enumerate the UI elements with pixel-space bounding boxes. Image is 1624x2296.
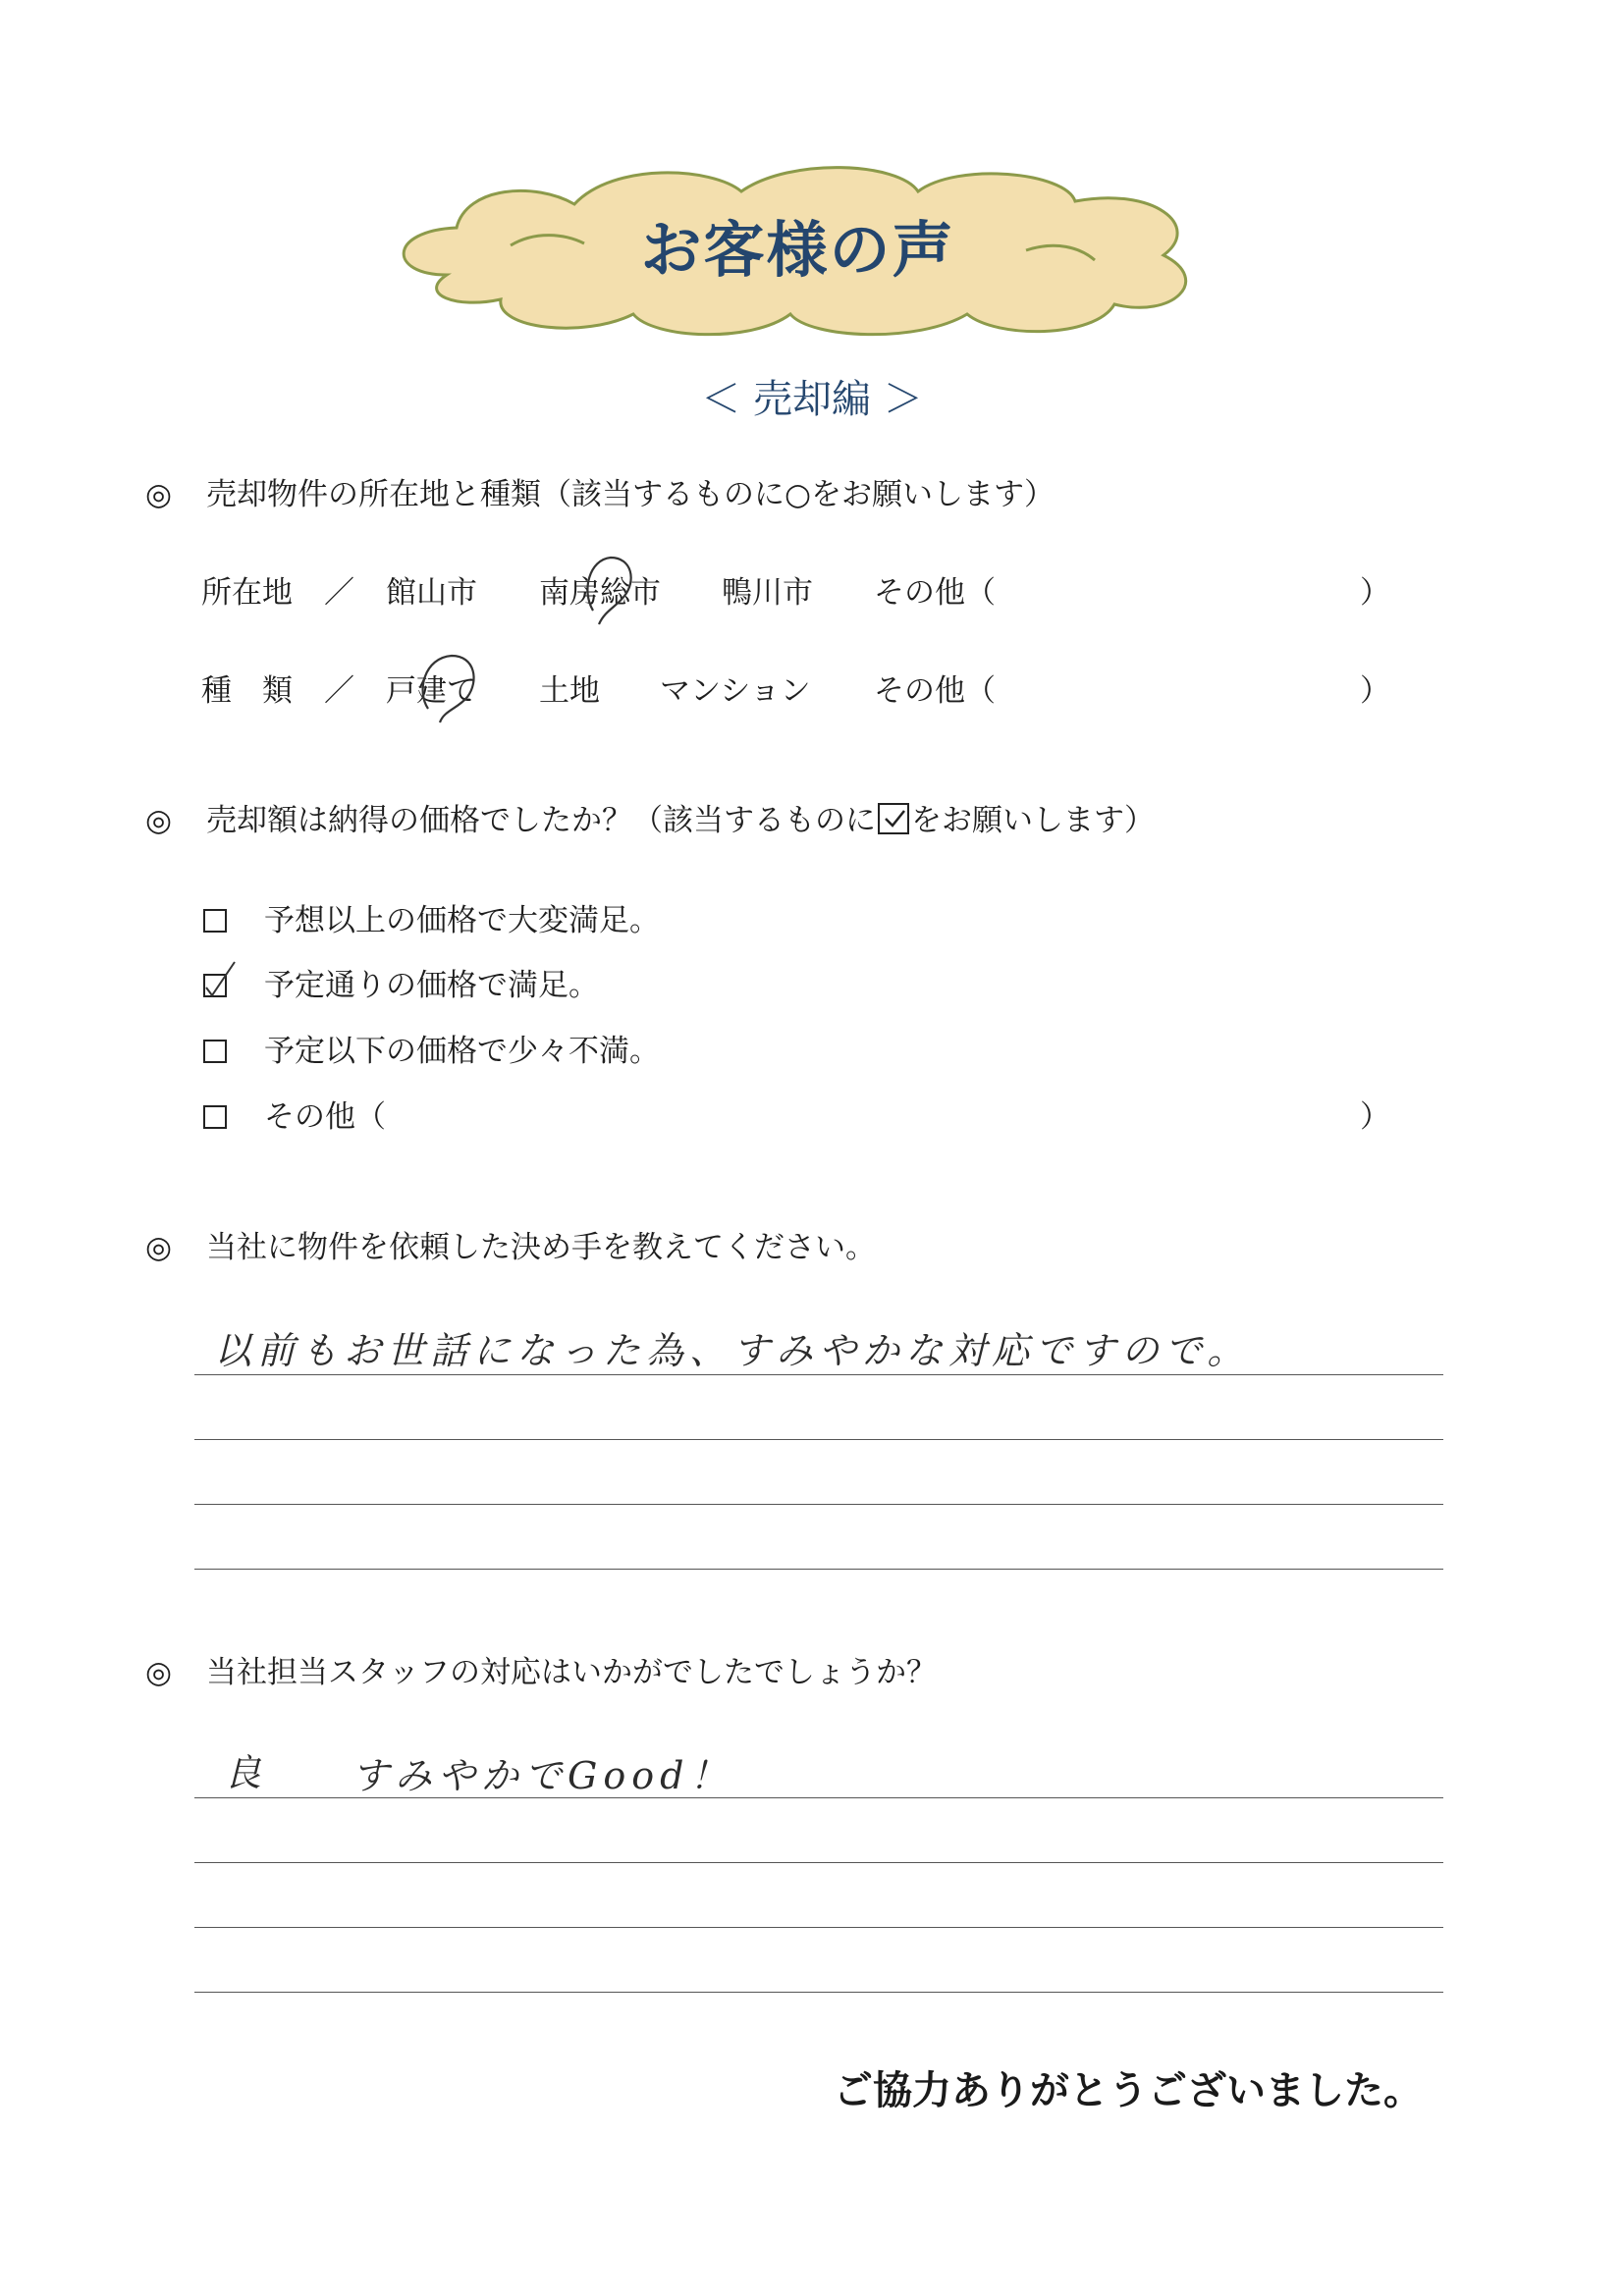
double-circle-icon: ◎	[145, 1230, 173, 1265]
price-option-4[interactable]	[203, 1092, 386, 1136]
type-option-house[interactable]: 戸建て	[386, 673, 477, 709]
price-option-3[interactable]	[203, 1026, 660, 1070]
question-3	[145, 1222, 876, 1266]
price-option-2-label: 予定通りの価格で満足。	[264, 968, 599, 1003]
checkbox[interactable]	[203, 1105, 227, 1129]
type-option-other[interactable]: その他（	[874, 673, 996, 709]
answer-line	[194, 1927, 1443, 1928]
location-option-minamiboso[interactable]: 南房総市	[539, 575, 661, 611]
thanks-message: ご協力ありがとうございました。	[834, 2068, 1423, 2113]
double-circle-icon: ◎	[145, 1655, 173, 1690]
handwritten-circle-mark	[414, 648, 483, 724]
answer-line	[194, 1797, 1443, 1798]
answer-3-handwriting: 以前もお世話になった為、すみやかな対応ですので。	[214, 1329, 1251, 1372]
question-2-text-before: 売却額は納得の価格でしたか？（該当するものに	[206, 803, 876, 838]
checkbox[interactable]	[203, 909, 227, 933]
answer-line	[194, 1862, 1443, 1863]
type-slash: ／	[324, 673, 354, 709]
type-option-land[interactable]: 土地	[539, 673, 600, 709]
price-other-close-paren: ）	[1360, 1099, 1390, 1135]
handwritten-circle-mark	[581, 552, 640, 628]
question-4	[145, 1647, 937, 1691]
question-3-text: 当社に物件を依頼した決め手を教えてください。	[206, 1230, 876, 1265]
checkbox-example-icon	[878, 803, 909, 834]
answer-line	[194, 1439, 1443, 1440]
answer-line	[194, 1504, 1443, 1505]
question-2-text-after: をお願いします）	[911, 803, 1155, 838]
double-circle-icon: ◎	[145, 477, 173, 512]
checkbox[interactable]	[203, 1040, 227, 1063]
type-label: 種 類	[201, 673, 293, 709]
answer-line	[194, 1374, 1443, 1375]
type-option-mansion[interactable]: マンション	[660, 673, 811, 709]
page-title: お客様の声	[640, 214, 955, 286]
answer-line	[194, 1569, 1443, 1570]
checkbox-checked[interactable]	[203, 974, 227, 997]
double-circle-icon: ◎	[145, 803, 173, 838]
location-label: 所在地	[201, 575, 293, 611]
question-4-text: 当社担当スタッフの対応はいかがでしたでしょうか？	[206, 1655, 937, 1690]
price-option-3-label: 予定以下の価格で少々不満。	[264, 1034, 660, 1069]
question-2	[145, 795, 1155, 839]
type-close-paren: ）	[1360, 673, 1390, 709]
location-close-paren: ）	[1360, 575, 1390, 611]
location-slash: ／	[324, 575, 354, 611]
question-1	[145, 469, 1055, 513]
answer-line	[194, 1992, 1443, 1993]
price-option-1-label: 予想以上の価格で大変満足。	[264, 903, 660, 938]
location-option-tateyama[interactable]: 館山市	[386, 575, 477, 611]
location-option-other[interactable]: その他（	[874, 575, 996, 611]
price-option-1[interactable]	[203, 895, 660, 939]
answer-4-handwriting-2: すみやかでGood！	[352, 1754, 733, 1797]
answer-4-handwriting-1: 良	[224, 1751, 268, 1794]
page-subtitle: ＜ 売却編 ＞	[701, 377, 923, 422]
question-1-text: 売却物件の所在地と種類（該当するものに○をお願いします）	[206, 477, 1056, 512]
location-option-kamogawa[interactable]: 鴨川市	[722, 575, 813, 611]
price-option-2[interactable]	[203, 960, 599, 1004]
price-option-4-label: その他（	[264, 1099, 386, 1135]
